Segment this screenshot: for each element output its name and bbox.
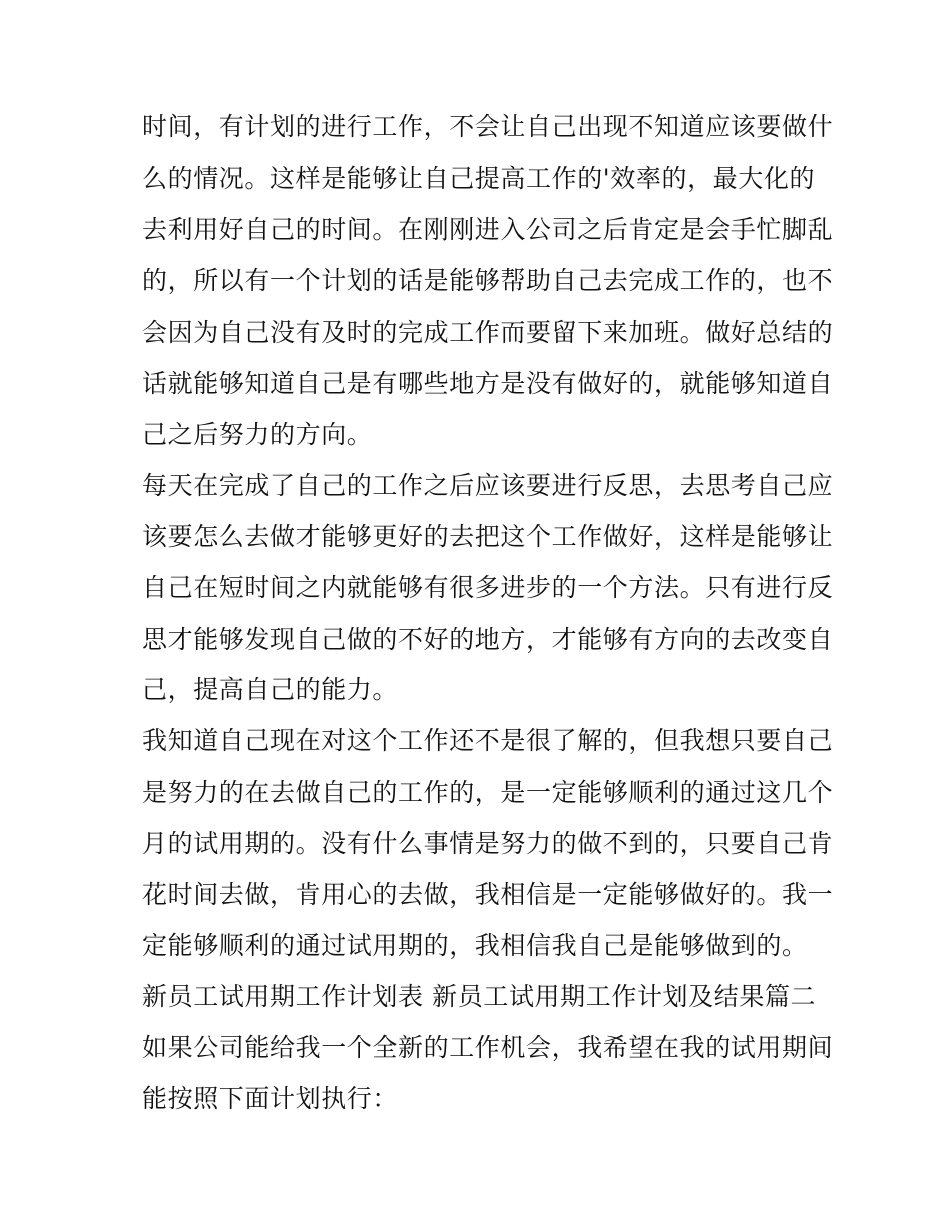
text-line: 能按照下面计划执行： [142,1084,399,1113]
text-line: 是努力的在去做自己的工作的，是一定能够顺利的通过这几个 [142,778,834,807]
text-line: 话就能够知道自己是有哪些地方是没有做好的，就能够知道自 [142,369,834,398]
text-line: 思才能够发现自己做的不好的地方，才能够有方向的去改变自 [142,625,834,654]
text-line: 花时间去做，肯用心的去做，我相信是一定能够做好的。我一 [142,880,834,909]
text-line: 己之后努力的方向。 [142,420,373,449]
text-line: 去利用好自己的时间。在刚刚进入公司之后肯定是会手忙脚乱 [142,215,834,244]
text-line: 时间，有计划的进行工作，不会让自己出现不知道应该要做什 [142,112,834,141]
text-line: 每天在完成了自己的工作之后应该要进行反思，去思考自己应 [142,471,834,500]
text-line: 己，提高自己的能力。 [142,675,399,704]
text-line: 自己在短时间之内就能够有很多进步的一个方法。只有进行反 [142,573,834,602]
text-line: 定能够顺利的通过试用期的，我相信我自己是能够做到的。 [142,931,808,960]
text-line: 该要怎么去做才能够更好的去把这个工作做好，这样是能够让 [142,522,834,551]
text-line: 的，所以有一个计划的话是能够帮助自己去完成工作的，也不 [142,266,834,295]
text-line: 我知道自己现在对这个工作还不是很了解的，但我想只要自己 [142,726,834,755]
text-line: 会因为自己没有及时的完成工作而要留下来加班。做好总结的 [142,318,834,347]
text-line: 月的试用期的。没有什么事情是努力的做不到的，只要自己肯 [142,829,834,858]
section-heading: 新员工试用期工作计划表 新员工试用期工作计划及结果篇二 [142,982,817,1011]
text-line: 么的情况。这样是能够让自己提高工作的'效率的，最大化的 [142,164,816,193]
text-line: 如果公司能给我一个全新的工作机会，我希望在我的试用期间 [142,1033,834,1062]
